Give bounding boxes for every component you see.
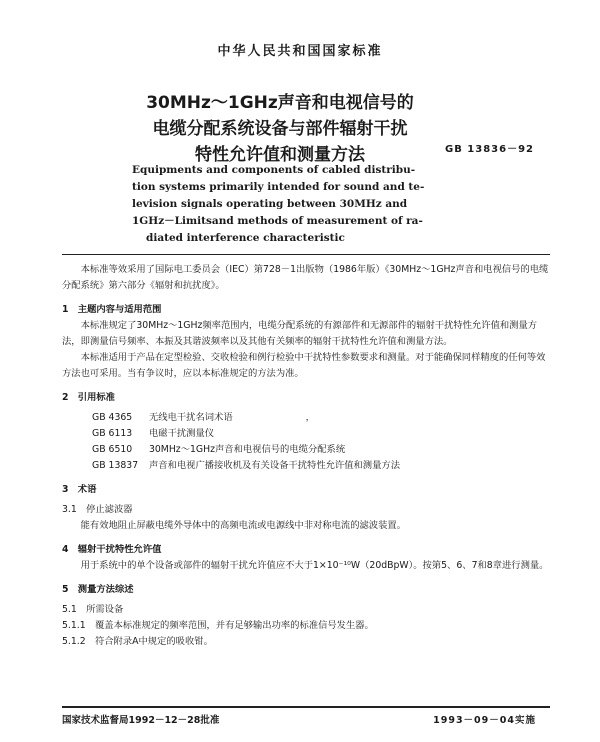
english-title (132, 162, 425, 247)
reference-item (92, 458, 550, 474)
reference-code: GB 6510 (92, 444, 133, 455)
section-4-heading: 4 辐射干扰特性允许值 (62, 544, 162, 555)
section-2-heading: 2 引用标准 (62, 392, 115, 403)
subsection-5-1-heading: 5.1 所需设备 (62, 604, 124, 615)
english-title-line: diated interference characteristic (146, 232, 345, 244)
section-4-paragraph: 用于系统中的单个设备或部件的辐射干扰允许值应不大于1×10⁻¹⁰W（20dBpW）。按第5、6、7和8章进行测量。 (80, 560, 549, 571)
reference-list (92, 410, 550, 474)
approval-date: 国家技术监督局1992－12－28批准 (62, 715, 220, 726)
chinese-title (70, 90, 490, 168)
reference-code: GB 13837 (92, 460, 139, 471)
intro-paragraph: 本标准等效采用了国际电工委员会（IEC）第728－1出版物（1986年版）《30MHz～1GHz声音和电视信号的电缆分配系统》第六部分《辐射和抗扰度》。 (62, 264, 549, 291)
reference-title: 电磁干扰测量仪 (148, 428, 215, 439)
item-5-1-1: 5.1.1 覆盖本标准规定的频率范围，并有足够输出功率的标准信号发生器。 (62, 620, 374, 631)
document-body (62, 262, 550, 650)
section-1-heading: 1 主题内容与适用范围 (62, 304, 162, 315)
reference-title: 无线电干扰名词术语 (148, 412, 233, 423)
subsection-3-1-heading: 3.1 停止滤波器 (62, 504, 133, 515)
english-title-line: Equipments and components of cabled distribu- (132, 164, 416, 176)
effective-date: 1993－09－04实施 (433, 715, 536, 726)
reference-item (92, 442, 550, 458)
standard-category-header: 中华人民共和国国家标准 (217, 44, 383, 59)
reference-title: 声音和电视广播接收机及有关设备干扰特性允许值和测量方法 (148, 460, 400, 471)
bottom-divider (62, 706, 550, 708)
chinese-title-line: 30MHz～1GHz声音和电视信号的 (146, 93, 414, 113)
top-divider (62, 254, 550, 255)
section-3-heading: 3 术语 (62, 484, 97, 495)
section-5-heading: 5 测量方法综述 (62, 584, 134, 595)
chinese-title-line: 电缆分配系统设备与部件辐射干扰 (152, 119, 408, 139)
section-1-paragraph-1: 本标准规定了30MHz～1GHz频率范围内，电缆分配系统的有源部件和无源部件的辐射干扰特性允许值和测量方法，即测量信号频率、本振及其谐波频率以及其他有关频率的辐射干扰特性允许值和测量方法。 (62, 320, 538, 347)
reference-code: GB 4365 (92, 412, 133, 423)
english-title-line: levision signals operating between 30MHz and (132, 198, 408, 210)
standard-number: GB 13836－92 (445, 144, 535, 155)
stray-mark: ， (305, 412, 315, 423)
reference-item (92, 426, 550, 442)
section-3-paragraph: 能有效地阻止屏蔽电缆外导体中的高频电流或电源线中非对称电流的滤波装置。 (80, 520, 406, 531)
reference-item (92, 410, 550, 426)
item-5-1-2: 5.1.2 符合附录A中规定的吸收钳。 (62, 636, 213, 647)
reference-code: GB 6113 (92, 428, 133, 439)
section-1-paragraph-2: 本标准适用于产品在定型检验、交收检验和例行检验中干扰特性参数要求和测量。对于能确保同样精度的任何等效方法也可采用。当有争议时，应以本标准规定的方法为准。 (62, 352, 546, 379)
english-title-line: tion systems primarily intended for sound and te- (132, 181, 425, 193)
english-title-line: 1GHz－Limitsand methods of measurement of ra- (132, 215, 423, 227)
chinese-title-line: 特性允许值和测量方法 (195, 145, 365, 165)
reference-title: 30MHz～1GHz声音和电视信号的电缆分配系统 (148, 444, 346, 455)
